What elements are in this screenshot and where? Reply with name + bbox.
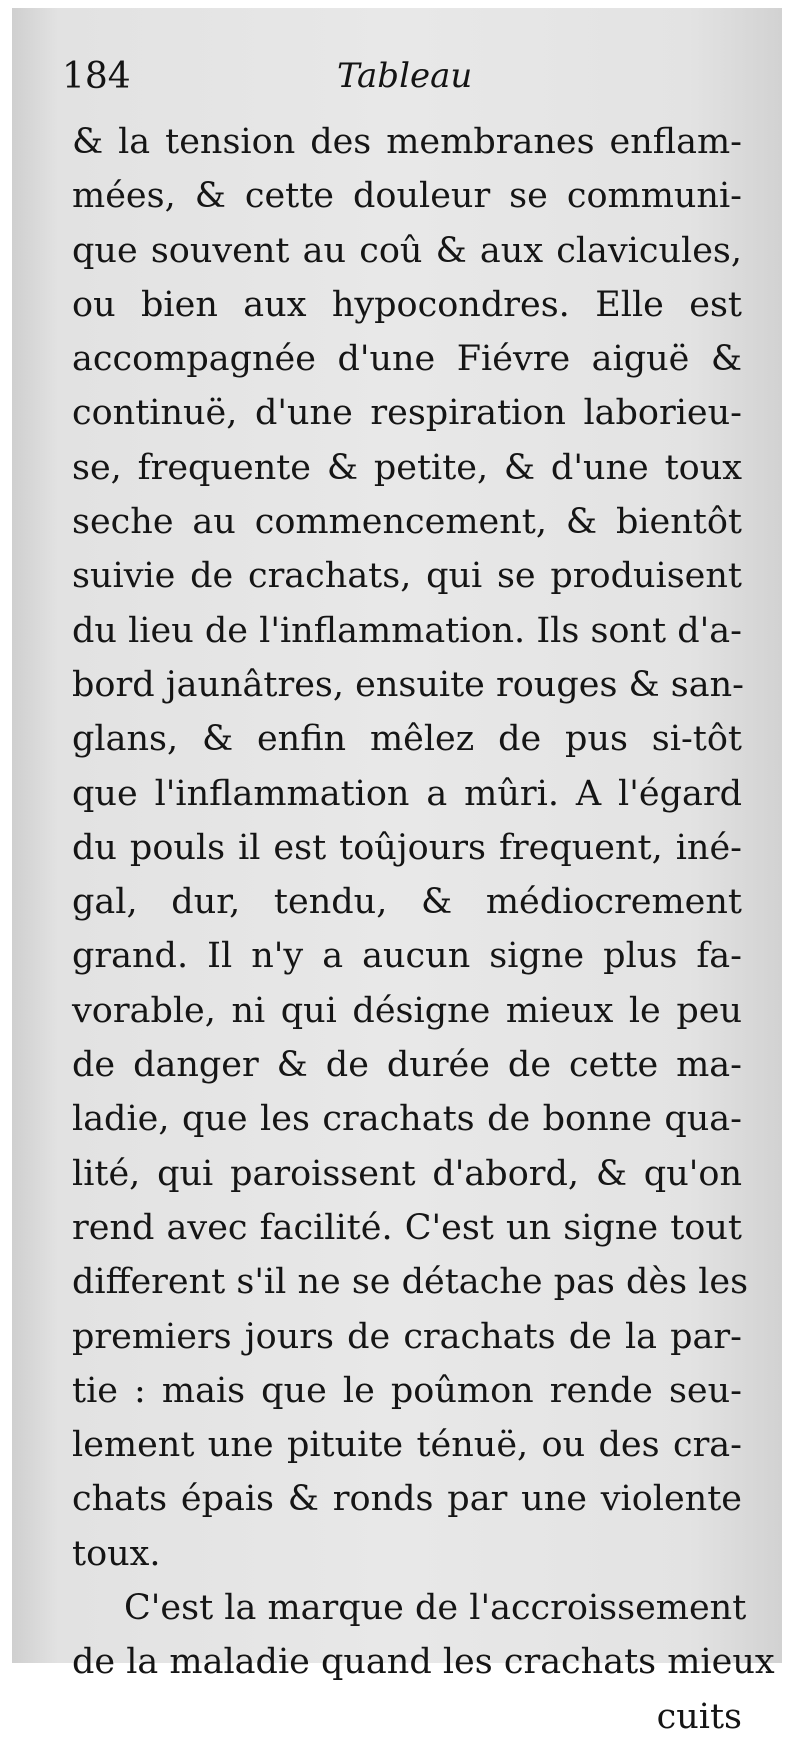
text-line: grand. Il n'y a aucun signe plus fa- (72, 936, 742, 977)
text-line: accompagnée d'une Fiévre aiguë & (72, 339, 742, 380)
text-line: toux. (72, 1533, 161, 1574)
text-line: ladie, que les crachats de bonne qua- (72, 1099, 742, 1140)
text-line: chats épais & ronds par une violente (72, 1479, 742, 1520)
catchword: cuits (656, 1696, 742, 1737)
book-page (12, 8, 782, 1737)
page-header (62, 56, 742, 106)
text-line: lité, qui paroissent d'abord, & qu'on (72, 1153, 742, 1194)
text-line: premiers jours de crachats de la par- (72, 1316, 742, 1357)
text-line: se, frequente & petite, & d'une toux (72, 447, 742, 488)
text-line: bord jaunâtres, ensuite rouges & san- (72, 664, 745, 705)
running-title: Tableau (337, 56, 473, 96)
scan-margin (782, 0, 800, 1670)
text-line: different s'il ne se détache pas dès les (72, 1262, 749, 1303)
text-line: ou bien aux hypocondres. Elle est (72, 284, 742, 325)
body-text (72, 115, 775, 1744)
text-line: rend avec facilité. C'est un signe tout (72, 1207, 742, 1248)
text-line: tie : mais que le poûmon rende seu- (72, 1370, 742, 1411)
text-line: seche au commencement, & bientôt (72, 502, 742, 543)
page-number: 184 (62, 56, 131, 97)
text-line: suivie de crachats, qui se produisent (72, 556, 742, 597)
text-line: continuë, d'une respiration laborieu- (72, 393, 742, 434)
text-line: gal, dur, tendu, & médiocrement (72, 882, 742, 923)
text-line: & la tension des membranes enflam- (72, 122, 742, 162)
text-line: de la maladie quand les crachats mieux (72, 1642, 775, 1683)
text-line: que l'inflammation a mûri. A l'égard (72, 773, 742, 814)
text-line: vorable, ni qui désigne mieux le peu (72, 990, 742, 1031)
paragraph-start-line: C'est la marque de l'accroissement (124, 1588, 747, 1629)
text-line: glans, & enfin mêlez de pus si-tôt (72, 719, 742, 760)
text-line: du pouls il est toûjours frequent, iné- (72, 827, 742, 868)
text-line: que souvent au coû & aux clavicules, (72, 230, 742, 271)
text-line: mées, & cette douleur se communi- (72, 176, 742, 217)
text-line: de danger & de durée de cette ma- (72, 1045, 742, 1086)
text-line: du lieu de l'inflammation. Ils sont d'a- (72, 610, 742, 651)
text-line: lement une pituite ténuë, ou des cra- (72, 1425, 742, 1466)
